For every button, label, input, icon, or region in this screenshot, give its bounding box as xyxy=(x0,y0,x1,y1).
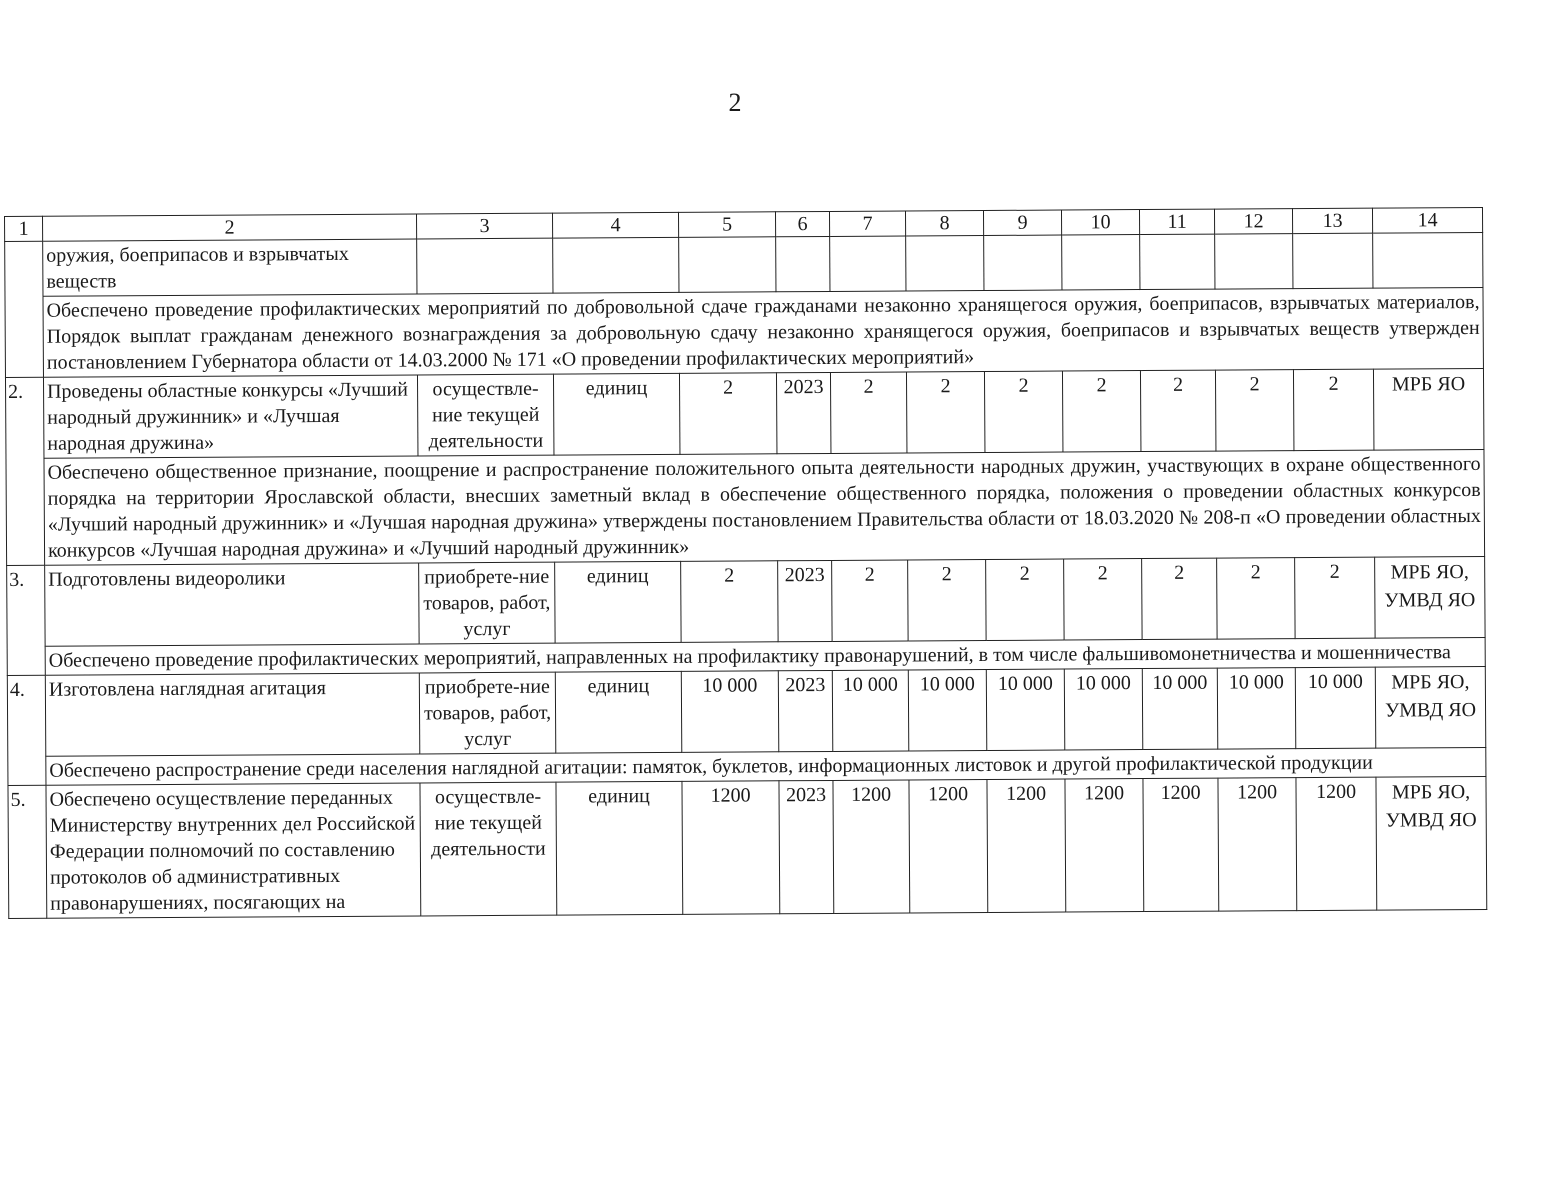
column-number: 3 xyxy=(416,213,552,239)
base-year: 2023 xyxy=(776,372,830,453)
value-col-7: 10 000 xyxy=(832,670,908,751)
value-col-7: 2 xyxy=(832,560,908,641)
value-col-12: 2 xyxy=(1217,558,1295,639)
value-col-7: 2 xyxy=(830,372,906,453)
row-number: 4. xyxy=(7,675,46,785)
column-number: 7 xyxy=(829,211,905,236)
basis-type: приобрете-ние товаров, работ, услуг xyxy=(419,672,555,754)
base-value: 10 000 xyxy=(681,671,778,753)
value-col-10: 2 xyxy=(1062,371,1140,452)
value-col-11: 2 xyxy=(1142,558,1217,639)
table-row xyxy=(5,232,1483,296)
result-name: оружия, боеприпасов и взрывчатых веществ xyxy=(43,239,417,296)
column-number: 14 xyxy=(1372,207,1482,233)
value-col-13: 10 000 xyxy=(1295,667,1375,748)
responsible: МРБ ЯО, УМВД ЯО xyxy=(1375,556,1485,638)
row-number: 5. xyxy=(8,785,47,918)
table-row xyxy=(7,666,1485,756)
value-col-8: 10 000 xyxy=(908,670,986,751)
value-col-12: 1200 xyxy=(1218,778,1297,911)
value-col-10: 2 xyxy=(1064,559,1142,640)
result-name: Подготовлены видеоролики xyxy=(45,563,419,646)
basis-type: осуществле-ние текущей деятельности xyxy=(417,374,553,456)
responsible: МРБ ЯО, УМВД ЯО xyxy=(1375,666,1485,748)
value-col-11: 2 xyxy=(1140,370,1215,451)
value-col-9: 10 000 xyxy=(986,669,1064,750)
table-row xyxy=(5,368,1483,458)
column-number: 9 xyxy=(983,210,1061,235)
responsible: МРБ ЯО xyxy=(1373,368,1483,450)
value-col-12: 2 xyxy=(1215,370,1293,451)
column-number: 13 xyxy=(1292,208,1372,233)
table-row xyxy=(7,556,1485,646)
column-number: 12 xyxy=(1214,209,1292,234)
value-col-12: 10 000 xyxy=(1217,668,1295,749)
description-row xyxy=(6,449,1485,565)
value-col-13: 2 xyxy=(1295,557,1375,638)
result-description: Обеспечено общественное признание, поощрение и распространение положительного опыта деятельности народных дружин, участвующих в охране общественного порядка на территории Ярославской области, внесших заметный вклад в обеспечение общественного порядка, положения о проведении областных конкурсов «Лучший народный дружинник» и «Лучшая народная дружина» утверждены постановлением Правительства области от 18.03.2020 № 208-п «О проведении областных конкурсов «Лучшая народная дружина» и «Лучший народный дружинник» xyxy=(44,449,1485,565)
responsible: МРБ ЯО, УМВД ЯО xyxy=(1376,776,1487,910)
value-col-7: 1200 xyxy=(833,780,910,913)
column-number: 2 xyxy=(43,214,417,241)
result-description: Обеспечено проведение профилактических мероприятий по добровольной сдаче гражданами незаконно хранящегося оружия, боеприпасов, взрывчатых материалов, Порядок выплат гражданам денежного вознаграждения за добровольную сдачу незаконно хранящегося оружия, боеприпасов и взрывчатых веществ утвержден постановлением Губернатора области от 14.03.2000 № 171 «О проведении профилактических мероприятий» xyxy=(43,287,1483,377)
base-year: 2023 xyxy=(779,780,834,913)
base-value: 2 xyxy=(679,373,776,455)
value-col-11: 10 000 xyxy=(1142,668,1217,749)
measures-table xyxy=(4,207,1487,919)
value-col-9: 2 xyxy=(984,371,1062,452)
column-number: 5 xyxy=(678,212,775,238)
description-row xyxy=(5,287,1483,377)
row-number xyxy=(5,241,44,377)
column-number: 10 xyxy=(1061,210,1139,235)
table-row xyxy=(8,776,1487,918)
value-col-8: 1200 xyxy=(909,780,988,913)
value-col-8: 2 xyxy=(906,372,984,453)
column-number: 8 xyxy=(905,211,983,236)
value-col-13: 2 xyxy=(1293,369,1373,450)
unit: единиц xyxy=(555,561,681,643)
base-value: 1200 xyxy=(682,781,780,915)
base-value: 2 xyxy=(681,561,778,643)
row-number: 2. xyxy=(5,377,44,565)
value-col-9: 1200 xyxy=(987,779,1066,912)
unit: единиц xyxy=(553,373,679,455)
column-number: 4 xyxy=(552,212,678,238)
base-year: 2023 xyxy=(778,670,832,751)
column-number: 6 xyxy=(775,211,829,236)
basis-type: приобрете-ние товаров, работ, услуг xyxy=(419,562,555,644)
value-col-10: 10 000 xyxy=(1064,669,1142,750)
base-year: 2023 xyxy=(778,560,832,641)
result-description: Обеспечено проведение профилактических мероприятий, направленных на профилактику правонарушений, в том числе фальшивомонетничества и мошенничества xyxy=(45,637,1485,675)
column-number: 11 xyxy=(1139,209,1214,234)
result-description: Обеспечено распространение среди населения наглядной агитации: памяток, буклетов, информационных листовок и другой профилактической продукции xyxy=(46,747,1486,785)
row-number: 3. xyxy=(7,565,46,675)
value-col-9: 2 xyxy=(986,559,1064,640)
column-number: 1 xyxy=(5,216,43,241)
value-col-11: 1200 xyxy=(1143,778,1219,911)
value-col-10: 1200 xyxy=(1065,779,1144,912)
result-name: Обеспечено осуществление переданных Министерству внутренних дел Российской Федерации полномочий по составлению протоколов об административных правонарушениях, посягающих на xyxy=(46,783,421,918)
result-name: Изготовлена наглядная агитация xyxy=(45,673,419,756)
unit: единиц xyxy=(556,781,683,915)
measures-table-wrapper xyxy=(4,207,1486,919)
basis-type: осуществле-ние текущей деятельности xyxy=(420,782,557,916)
result-name: Проведены областные конкурсы «Лучший народный дружинник» и «Лучшая народная дружина» xyxy=(43,375,417,458)
page-number: 2 xyxy=(728,88,742,117)
value-col-8: 2 xyxy=(908,560,986,641)
value-col-13: 1200 xyxy=(1296,777,1377,910)
unit: единиц xyxy=(555,671,681,753)
